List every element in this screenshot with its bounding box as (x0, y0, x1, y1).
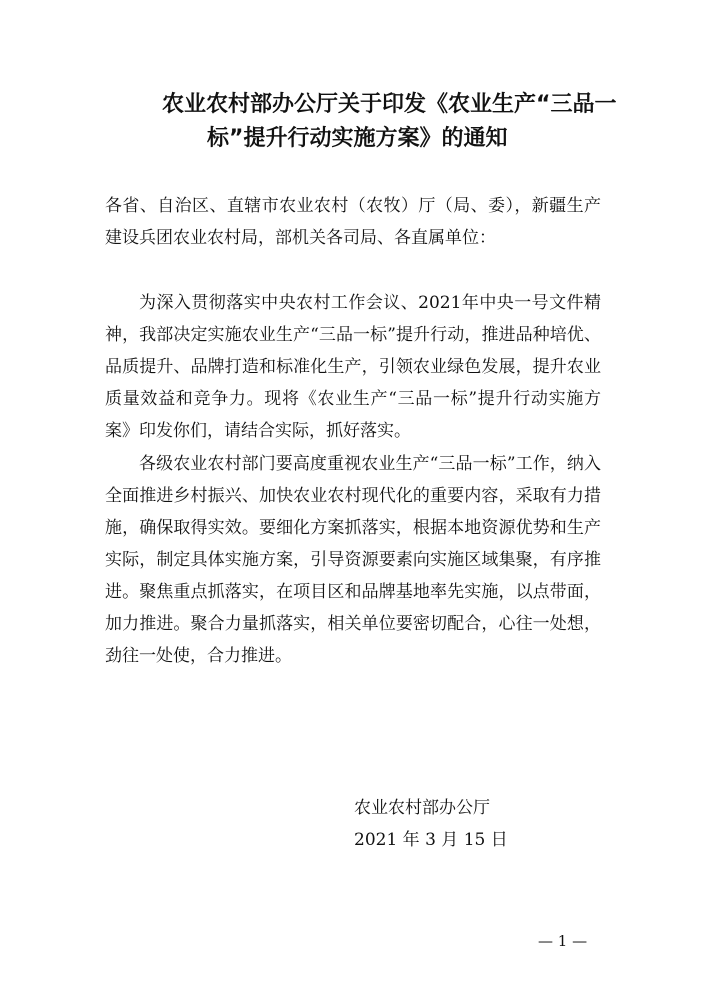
signature-block (354, 792, 508, 856)
issue-date: 2021 年 3 月 15 日 (354, 830, 508, 850)
document-title (0, 88, 707, 156)
page-number: — 1 — (538, 932, 588, 950)
body-paragraph-2: 各级农业农村部门要高度重视农业生产“三品一标”工作，纳入全面推进乡村振兴、加快农业农村现代化的重要内容，采取有力措施，确保取得实效。要细化方案抓落实，根据本地资源优势和生产实际，制定具体实施方案，引导资源要素向实施区域集聚，有序推进。聚焦重点抓落实，在项目区和品牌基地率先实施，以点带面，加力推进。聚合力量抓落实，相关单位要密切配合，心往一处想，劲往一处使，合力推进。 (105, 454, 601, 666)
addressee: 各省、自治区、直辖市农业农村（农牧）厅（局、委），新疆生产建设兵团农业农村局，部机关各司局、各直属单位： (105, 196, 601, 248)
document-title-line-2: 标”提升行动实施方案》的通知 (207, 126, 508, 151)
issuing-organization: 农业农村部办公厅 (354, 798, 490, 818)
document-title-line-1: 农业农村部办公厅关于印发《农业生产“三品一 (162, 92, 617, 117)
body-paragraph-1: 为深入贯彻落实中央农村工作会议、2021年中央一号文件精神，我部决定实施农业生产“三品一标”提升行动，推进品种培优、品质提升、品牌打造和标准化生产，引领农业绿色发展，提升农业质量效益和竞争力。现将《农业生产“三品一标”提升行动实施方案》印发你们，请结合实际，抓好落实。 (105, 293, 601, 441)
